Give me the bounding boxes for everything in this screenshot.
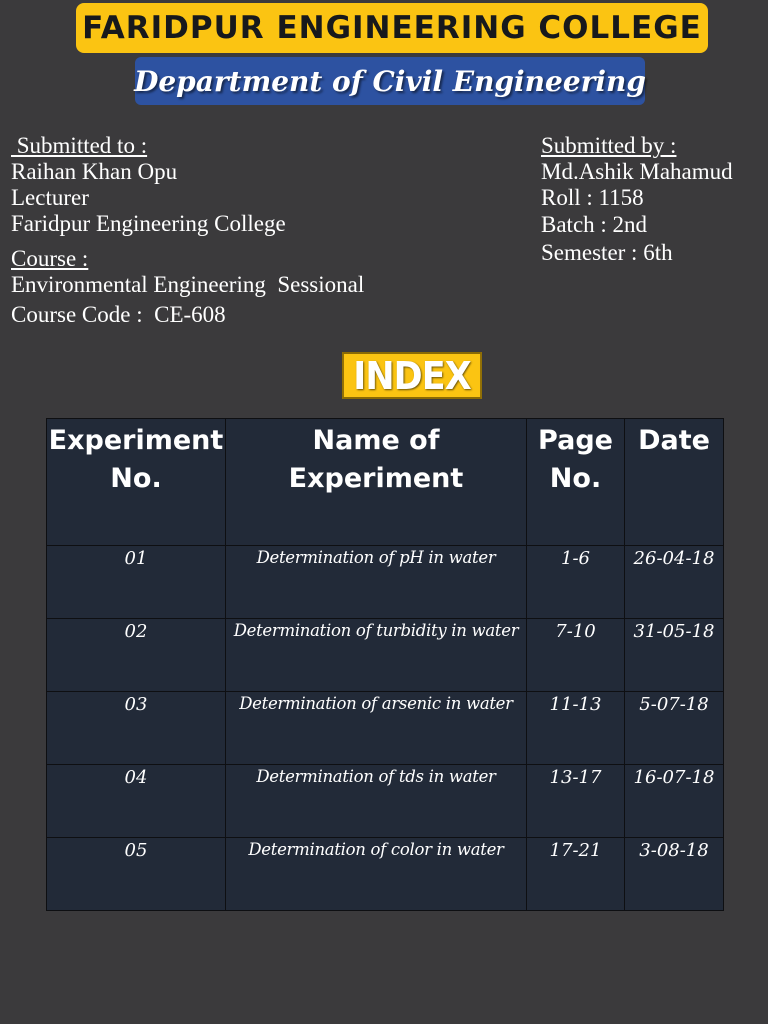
- submitted-by-roll: Roll : 1158: [541, 185, 644, 210]
- page-no-cell: 11-13: [527, 692, 625, 765]
- department-banner: Department of Civil Engineering: [135, 57, 645, 105]
- experiment-name-cell: Determination of color in water: [226, 838, 527, 911]
- page-no-cell: 17-21: [527, 838, 625, 911]
- experiment-name-cell: Determination of arsenic in water: [226, 692, 527, 765]
- submitted-by-block: [541, 133, 733, 266]
- experiment-no-cell: 01: [47, 546, 226, 619]
- experiment-no-cell: 02: [47, 619, 226, 692]
- experiment-name-cell: Determination of turbidity in water: [226, 619, 527, 692]
- course-code: Course Code : CE-608: [11, 302, 226, 327]
- submitted-to-institution: Faridpur Engineering College: [11, 211, 286, 236]
- submitted-by-name: Md.Ashik Mahamud: [541, 159, 733, 184]
- experiment-name-cell: Determination of tds in water: [226, 765, 527, 838]
- course-title: Environmental Engineering Sessional: [11, 272, 365, 297]
- experiment-no-cell: 03: [47, 692, 226, 765]
- page-no-cell: 1-6: [527, 546, 625, 619]
- index-table: [46, 418, 724, 911]
- college-name-banner: FARIDPUR ENGINEERING COLLEGE: [76, 3, 708, 53]
- submitted-by-semester: Semester : 6th: [541, 240, 673, 265]
- table-row: [47, 838, 724, 911]
- table-row: [47, 692, 724, 765]
- submitted-by-batch: Batch : 2nd: [541, 212, 648, 237]
- submitted-to-name: Raihan Khan Opu: [11, 159, 178, 184]
- date-cell: 26-04-18: [625, 546, 724, 619]
- index-table-header-row: [47, 419, 724, 546]
- date-cell: 31-05-18: [625, 619, 724, 692]
- table-row: [47, 765, 724, 838]
- header-experiment-no: Experiment No.: [47, 419, 226, 546]
- submitted-by-heading: Submitted by :: [541, 133, 677, 158]
- submitted-to-block: [11, 133, 286, 237]
- date-cell: 16-07-18: [625, 765, 724, 838]
- page-no-cell: 7-10: [527, 619, 625, 692]
- experiment-no-cell: 04: [47, 765, 226, 838]
- header-experiment-name: Name of Experiment: [226, 419, 527, 546]
- experiment-no-cell: 05: [47, 838, 226, 911]
- page-no-cell: 13-17: [527, 765, 625, 838]
- course-block: [11, 246, 364, 328]
- table-row: [47, 546, 724, 619]
- date-cell: 3-08-18: [625, 838, 724, 911]
- experiment-name-cell: Determination of pH in water: [226, 546, 527, 619]
- table-row: [47, 619, 724, 692]
- header-date: Date: [625, 419, 724, 546]
- submitted-to-heading: Submitted to :: [11, 133, 148, 158]
- submitted-to-designation: Lecturer: [11, 185, 89, 210]
- header-page-no: Page No.: [527, 419, 625, 546]
- date-cell: 5-07-18: [625, 692, 724, 765]
- index-title-badge: INDEX: [342, 352, 482, 399]
- course-heading: Course :: [11, 246, 89, 271]
